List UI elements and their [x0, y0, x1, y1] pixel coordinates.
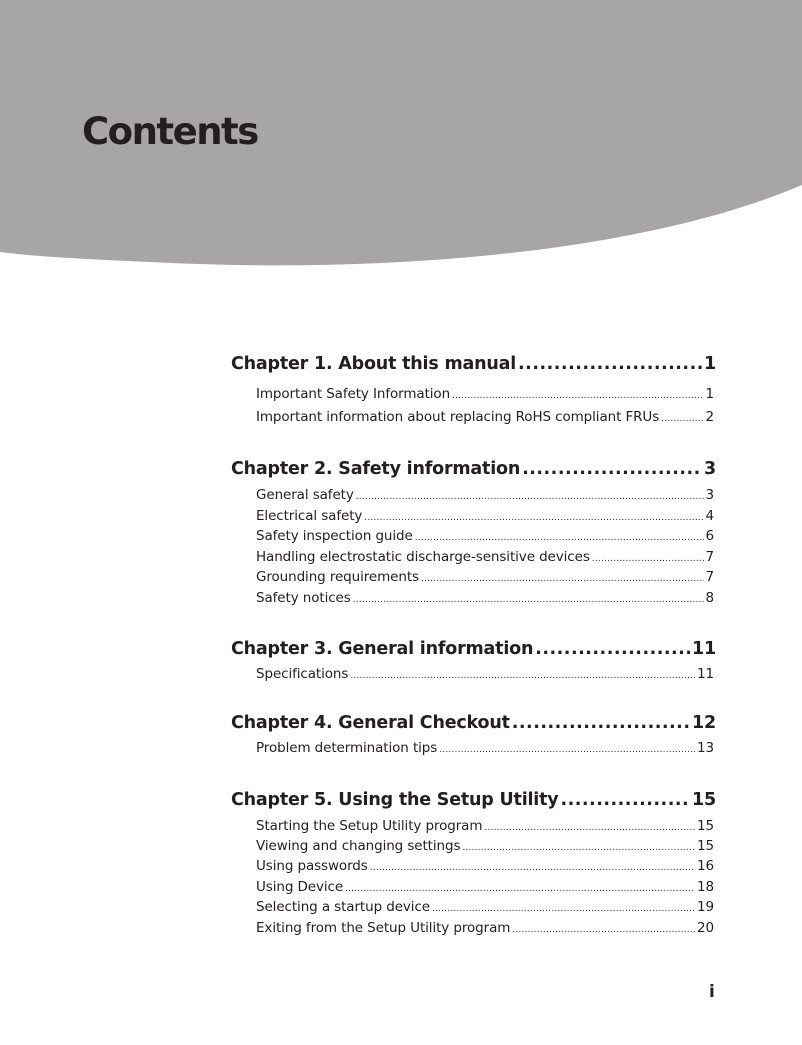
toc-chapter[interactable]	[231, 713, 716, 733]
toc-entry[interactable]	[256, 386, 714, 402]
toc-entry-page: 4	[705, 508, 714, 524]
toc-chapter-title: Chapter 5. Using the Setup Utility	[231, 790, 559, 810]
toc-entry-title: Important Safety Information	[256, 386, 451, 402]
dot-leader	[518, 354, 702, 374]
toc-chapter-title: Chapter 4. General Checkout	[231, 713, 510, 733]
toc-entry[interactable]	[256, 666, 714, 682]
dot-leader	[535, 639, 690, 659]
toc-entry[interactable]	[256, 487, 714, 503]
toc-entry[interactable]	[256, 899, 714, 915]
dot-leader	[661, 414, 703, 424]
toc-chapter-title: Chapter 2. Safety information	[231, 459, 521, 479]
dot-leader	[522, 459, 702, 479]
dot-leader	[353, 595, 704, 605]
toc-entry-title: General safety	[256, 487, 354, 503]
toc-entry-page: 8	[705, 590, 714, 606]
toc-entry[interactable]	[256, 528, 714, 544]
toc-entry[interactable]	[256, 409, 714, 425]
dot-leader	[560, 790, 690, 810]
toc-entry-title: Electrical safety	[256, 508, 363, 524]
dot-leader	[350, 671, 695, 681]
toc-entry-page: 20	[697, 920, 714, 936]
toc-entry-page: 1	[705, 386, 714, 402]
toc-entry-title: Safety inspection guide	[256, 528, 413, 544]
toc-chapter[interactable]	[231, 790, 716, 810]
toc-entry-page: 15	[697, 818, 714, 834]
toc-chapter[interactable]	[231, 354, 716, 374]
dot-leader	[484, 823, 695, 833]
toc-entry[interactable]	[256, 858, 714, 874]
toc-entry-page: 7	[705, 569, 714, 585]
toc-entry[interactable]	[256, 569, 714, 585]
toc-chapter-page: 1	[704, 354, 716, 374]
toc-entry-title: Using passwords	[256, 858, 368, 874]
page-title: Contents	[82, 110, 258, 153]
dot-leader	[345, 884, 695, 894]
toc-chapter-page: 11	[692, 639, 716, 659]
dot-leader	[512, 713, 690, 733]
toc-entry-page: 7	[705, 549, 714, 565]
dot-leader	[452, 391, 703, 401]
toc-entry-title: Problem determination tips	[256, 740, 438, 756]
dot-leader	[439, 745, 695, 755]
toc-entry-page: 3	[705, 487, 714, 503]
toc-entry[interactable]	[256, 549, 714, 565]
toc-entry[interactable]	[256, 879, 714, 895]
toc-entry-page: 16	[697, 858, 714, 874]
toc-entry-title: Safety notices	[256, 590, 351, 606]
toc-chapter-title: Chapter 1. About this manual	[231, 354, 517, 374]
toc-entry[interactable]	[256, 818, 714, 834]
toc-entry-title: Specifications	[256, 666, 349, 682]
dot-leader	[356, 492, 704, 502]
toc-chapter-page: 3	[704, 459, 716, 479]
toc-entry[interactable]	[256, 508, 714, 524]
toc-entry-title: Grounding requirements	[256, 569, 419, 585]
toc-entry-title: Selecting a startup device	[256, 899, 430, 915]
toc-entry[interactable]	[256, 838, 714, 854]
toc-entry-page: 2	[705, 409, 714, 425]
toc-entry-page: 19	[697, 899, 714, 915]
toc-chapter-page: 12	[692, 713, 716, 733]
toc-entry-title: Using Device	[256, 879, 344, 895]
toc-entry-title: Exiting from the Setup Utility program	[256, 920, 511, 936]
toc-chapter[interactable]	[231, 459, 716, 479]
toc-entry[interactable]	[256, 920, 714, 936]
toc-chapter-title: Chapter 3. General information	[231, 639, 534, 659]
toc-entry-page: 6	[705, 528, 714, 544]
toc-chapter-page: 15	[692, 790, 716, 810]
dot-leader	[432, 904, 695, 914]
dot-leader	[462, 843, 695, 853]
toc-entry-page: 15	[697, 838, 714, 854]
page-number: i	[709, 982, 715, 1002]
toc-entry-title: Handling electrostatic discharge-sensitive devices	[256, 549, 590, 565]
toc-entry-page: 18	[697, 879, 714, 895]
toc-entry-title: Important information about replacing RoHS compliant FRUs	[256, 409, 660, 425]
toc-entry-page: 11	[697, 666, 714, 682]
dot-leader	[512, 925, 695, 935]
dot-leader	[421, 574, 704, 584]
dot-leader	[592, 554, 704, 564]
dot-leader	[370, 863, 695, 873]
toc-entry[interactable]	[256, 590, 714, 606]
toc-entry-page: 13	[697, 740, 714, 756]
toc-entry-title: Starting the Setup Utility program	[256, 818, 483, 834]
toc-chapter[interactable]	[231, 639, 716, 659]
dot-leader	[415, 533, 704, 543]
toc-entry[interactable]	[256, 740, 714, 756]
toc-entry-title: Viewing and changing settings	[256, 838, 461, 854]
dot-leader	[364, 513, 703, 523]
